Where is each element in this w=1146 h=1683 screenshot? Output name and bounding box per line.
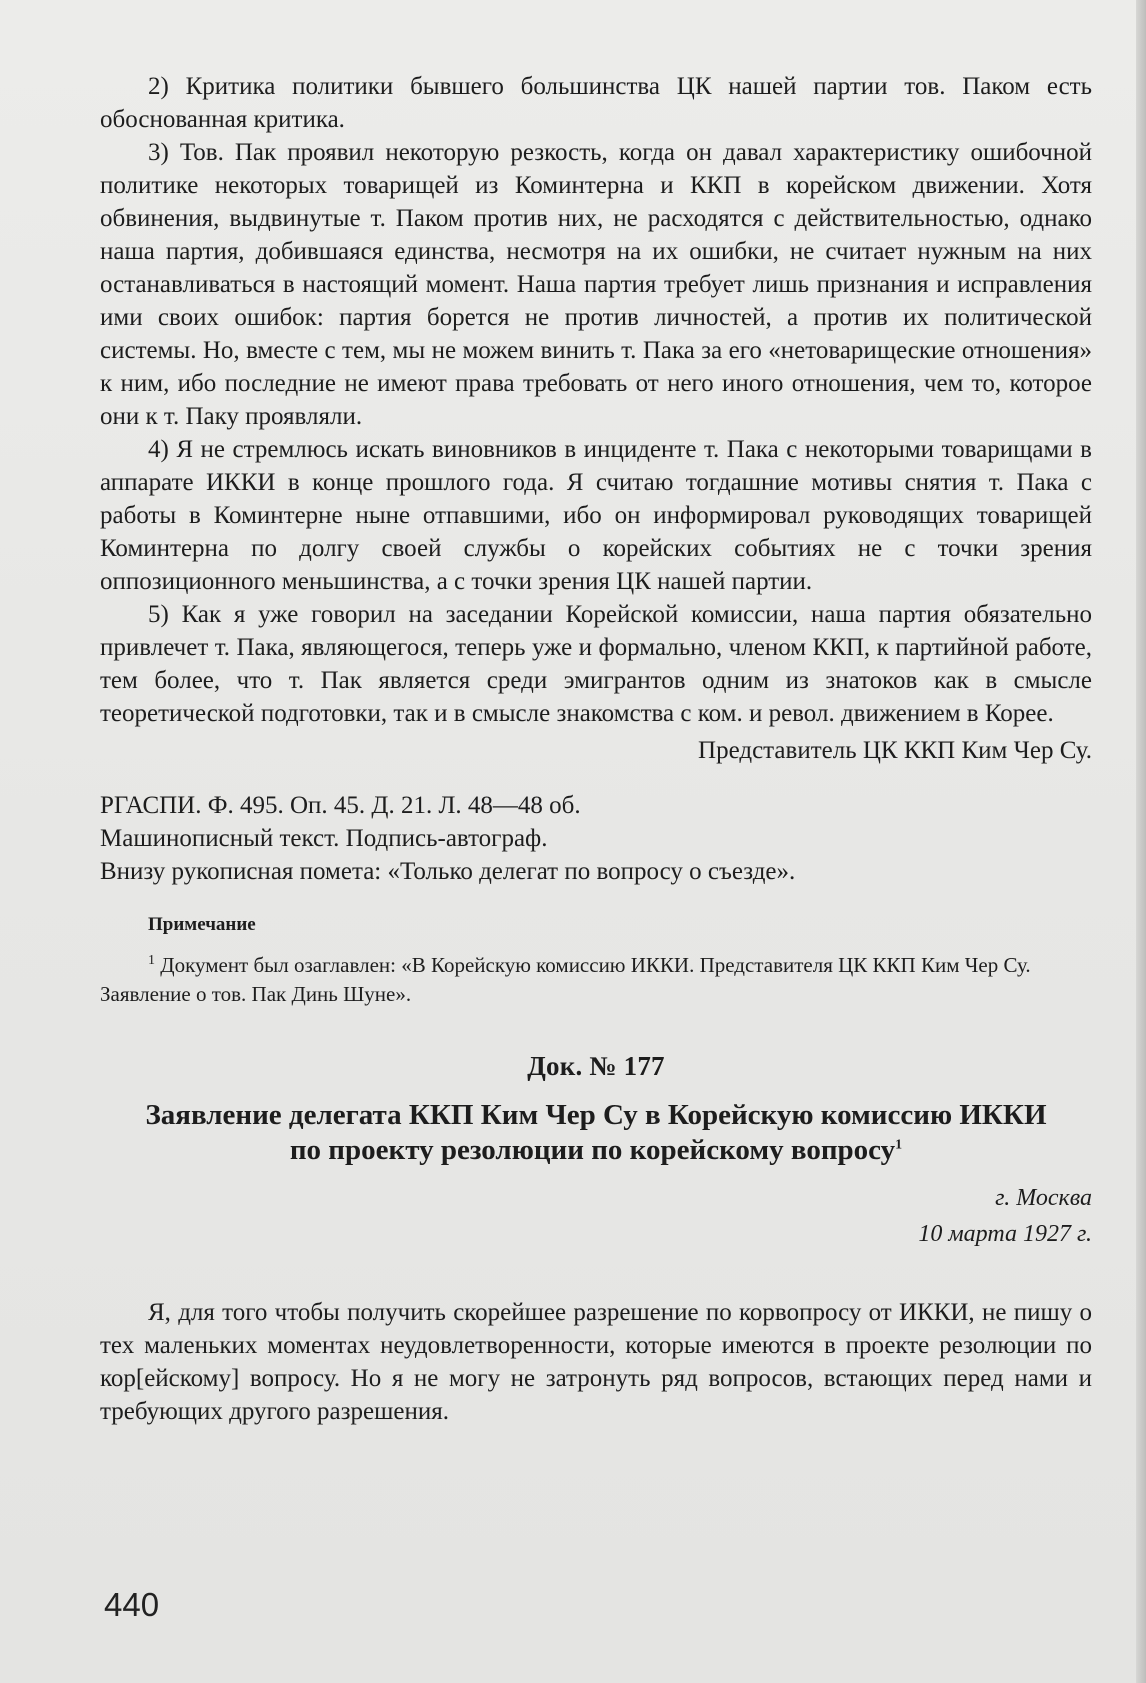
document-title-line-1: Заявление делегата ККП Ким Чер Су в Корейскую комиссию ИККИ [145,1099,1047,1131]
footnote-text: Документ был озаглавлен: «В Корейскую комиссию ИККИ. Представителя ЦК ККП Ким Чер Су. Заявление о тов. Пак Динь Шуне». [100,953,1031,1006]
document-title [100,1098,1092,1168]
paragraph-4: 4) Я не стремлюсь искать виновников в инциденте т. Пака с некоторыми товарищами в аппарате ИККИ в конце прошлого года. Я считаю тогдашние мотивы снятия т. Пака с работы в Коминтерне ныне отпавшими, ибо он информировал руководящих товарищей Коминтерна по долгу своей службы о корейских событиях не с точки зрения оппозиционного меньшинства, а с точки зрения ЦК нашей партии. [100,436,1092,595]
title-footnote-marker: 1 [895,1137,903,1153]
page-edge-shadow [1136,0,1146,1683]
document-place: г. Москва [995,1185,1092,1211]
statement-opening-paragraph: Я, для того чтобы получить скорейшее разрешение по корвопросу от ИККИ, не пишу о тех маленьких моментах неудовлетворенности, которые имеются в проекте резолюции по кор[ейскому] вопросу. Но я не могу не затронуть ряд вопросов, встающих перед нами и требующих другого разрешения. [100,1299,1092,1425]
page-number: 440 [104,1586,160,1623]
archive-reference: РГАСПИ. Ф. 495. Оп. 45. Д. 21. Л. 48—48 об. [100,792,581,819]
handwritten-note-description: Внизу рукописная помета: «Только делегат по вопросу о съезде». [100,858,796,885]
paragraph-3: 3) Тов. Пак проявил некоторую резкость, когда он давал характеристику ошибочной политике некоторых товарищей из Коминтерна и ККП в корейском движении. Хотя обвинения, выдвинутые т. Паком против них, не расходятся с действительностью, однако наша партия, добившаяся единства, несмотря на их ошибки, не считает нужным на них останавливаться в настоящий момент. Наша партия требует лишь признания и исправления ими своих ошибок: партия борется не против личностей, а против их политической системы. Но, вместе с тем, мы не можем винить т. Пака за его «нетоварищеские отношения» к ним, ибо последние не имеют права требовать от него иного отношения, чем то, которое они к т. Паку проявляли. [100,139,1092,430]
document-date: 10 марта 1927 г. [918,1221,1092,1247]
document-title-line-2 [100,1133,1092,1168]
signature-line: Представитель ЦК ККП Ким Чер Су. [698,737,1092,764]
archival-source-block [100,789,1092,888]
footnote-marker: 1 [148,953,155,968]
note-heading: Примечание [148,914,256,935]
paragraph-2: 2) Критика политики бывшего большинства ЦК нашей партии тов. Паком есть обоснованная критика. [100,73,1092,133]
document-type-note: Машинописный текст. Подпись-автограф. [100,825,548,852]
paragraph-5: 5) Как я уже говорил на заседании Корейской комиссии, наша партия обязательно привлечет т. Пака, являющегося, теперь уже и формально, членом ККП, к партийной работе, тем более, что т. Пак является среди эмигрантов одним из знатоков как в смысле теоретической подготовки, так и в смысле знакомства с ком. и револ. движением в Корее. [100,601,1092,727]
document-title-line-2-text: по проекту резолюции по корейскому вопросу [289,1134,896,1166]
footnote [100,951,1092,1009]
document-content [100,70,1092,1428]
document-number: Док. № 177 [527,1051,665,1081]
